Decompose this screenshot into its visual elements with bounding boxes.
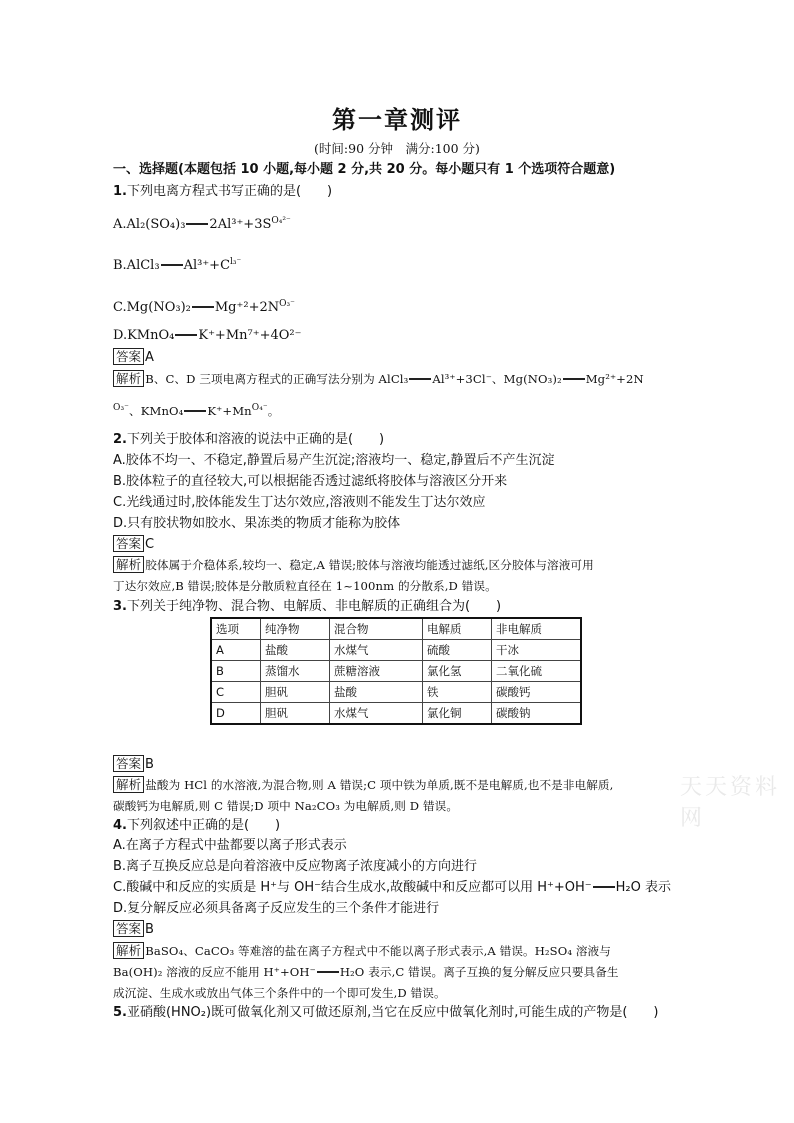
table-cell: 胆矾: [261, 703, 330, 725]
analysis-text: Ba(OH)₂ 溶液的反应不能用 H⁺+OH⁻: [113, 965, 316, 979]
question-stem: 下列叙述中正确的是( ): [126, 818, 281, 833]
option-1c: [113, 299, 295, 318]
question-stem: 下列电离方程式书写正确的是( ): [126, 184, 333, 199]
equals-bar: [192, 306, 214, 308]
equals-bar: [317, 971, 339, 973]
table-cell: 硫酸: [423, 640, 492, 661]
option-2c: C.光线通过时,胶体能发生丁达尔效应,溶液则不能发生丁达尔效应: [113, 495, 486, 510]
table-cell: 二氧化硫: [492, 661, 582, 682]
table-cell: 铁: [423, 682, 492, 703]
question-number: 3.: [113, 599, 127, 614]
equation-right: 2Al³⁺+3S: [209, 217, 272, 232]
table-cell: 氯化氢: [423, 661, 492, 682]
analysis-text: BaSO₄、CaCO₃ 等难溶的盐在离子方程式中不能以离子形式表示,A 错误。H₂SO₄ 溶液与: [145, 944, 611, 958]
table-cell: A: [211, 640, 261, 661]
option-1a: [113, 216, 291, 235]
equals-bar: [563, 378, 585, 380]
question-number: 5.: [113, 1005, 127, 1020]
answer-value: B: [145, 757, 154, 772]
section-heading: 一、选择题(本题包括 10 小题,每小题 2 分,共 20 分。每小题只有 1 个选项符合题意): [113, 162, 616, 177]
equation-left: C.Mg(NO₃)₂: [113, 300, 191, 315]
option-4c: [113, 879, 671, 897]
analysis-text: 、KMnO₄: [129, 404, 184, 418]
table-cell: 碳酸钙: [492, 682, 582, 703]
table-header-cell: 混合物: [330, 618, 423, 640]
table-cell: 蒸馏水: [261, 661, 330, 682]
ion-fragment: O₄²⁻: [271, 216, 291, 226]
analysis-text: Mg²⁺+2N: [585, 372, 644, 386]
analysis-text: 。: [267, 404, 280, 418]
page-subtitle: (时间:90 分钟 满分:100 分): [314, 141, 480, 156]
ion-fragment: O₃⁻: [279, 299, 295, 309]
table-cell: 盐酸: [261, 640, 330, 661]
table-cell: 蔗糖溶液: [330, 661, 423, 682]
option-text: C.酸碱中和反应的实质是 H⁺与 OH⁻结合生成水,故酸碱中和反应都可以用 H⁺+OH⁻: [113, 880, 592, 895]
answer-value: B: [145, 922, 154, 937]
option-1d: [113, 327, 301, 345]
table-header-cell: 纯净物: [261, 618, 330, 640]
answer-label: 答案: [113, 348, 144, 365]
analysis-text: Al³⁺+3Cl⁻、Mg(NO₃)₂: [432, 372, 562, 386]
question-stem: 亚硝酸(HNO₂)既可做氧化剂又可做还原剂,当它在反应中做氧化剂时,可能生成的产物是( ): [126, 1005, 659, 1020]
answer-3: [113, 755, 154, 774]
analysis-4-line-1: [113, 942, 611, 960]
answer-value: A: [145, 350, 154, 365]
table-row: [211, 682, 581, 703]
question-number: 4.: [113, 818, 127, 833]
answer-label: 答案: [113, 535, 144, 552]
table-cell: C: [211, 682, 261, 703]
option-1b: [113, 257, 241, 276]
equation-right: Al³⁺+C: [183, 258, 231, 273]
table-row: [211, 640, 581, 661]
question-1: [113, 183, 332, 201]
question-2: [113, 431, 384, 449]
table-cell: 水煤气: [330, 703, 423, 725]
answer-1: [113, 348, 154, 367]
analysis-4-line-3: 成沉淀、生成水或放出气体三个条件中的一个即可发生,D 错误。: [113, 986, 446, 1000]
analysis-text: B、C、D 三项电离方程式的正确写法分别为 AlCl₃: [145, 372, 409, 386]
ion-fragment: O₃⁻: [113, 403, 130, 413]
analysis-1-line-2: [113, 402, 280, 422]
analysis-label: 解析: [113, 776, 144, 793]
analysis-3-line-1: [113, 776, 613, 794]
equation-left: B.AlCl₃: [113, 258, 160, 273]
equation-right: K⁺+Mn⁷⁺+4O²⁻: [198, 328, 302, 343]
equals-bar: [161, 264, 183, 266]
question-3: [113, 598, 501, 616]
answer-label: 答案: [113, 920, 144, 937]
analysis-text: 胶体属于介稳体系,较均一、稳定,A 错误;胶体与溶液均能透过滤纸,区分胶体与溶液可用: [145, 558, 594, 572]
analysis-4-line-2: [113, 963, 619, 981]
option-2a: A.胶体不均一、不稳定,静置后易产生沉淀;溶液均一、稳定,静置后不产生沉淀: [113, 453, 555, 468]
analysis-1-line-1: [113, 370, 644, 388]
watermark: 天天资料网: [680, 775, 781, 831]
question-5: [113, 1004, 658, 1022]
question-number: 2.: [113, 432, 127, 447]
equation-left: A.Al₂(SO₄)₃: [113, 217, 186, 232]
analysis-label: 解析: [113, 942, 144, 959]
analysis-label: 解析: [113, 370, 144, 387]
answer-value: C: [145, 537, 155, 552]
equals-bar: [186, 223, 208, 225]
table-cell: B: [211, 661, 261, 682]
options-table: [210, 617, 582, 725]
option-4b: B.离子互换反应总是向着溶液中反应物离子浓度减小的方向进行: [113, 859, 478, 874]
question-number: 1.: [113, 184, 127, 199]
question-stem: 下列关于胶体和溶液的说法中正确的是( ): [126, 432, 385, 447]
option-text: H₂O 表示: [615, 880, 672, 895]
analysis-text: 盐酸为 HCl 的水溶液,为混合物,则 A 错误;C 项中铁为单质,既不是电解质,也不是非电解质,: [145, 778, 614, 792]
analysis-3-line-2: 碳酸钙为电解质,则 C 错误;D 项中 Na₂CO₃ 为电解质,则 D 错误。: [113, 799, 459, 813]
table-header-row: [211, 618, 581, 640]
option-4a: A.在离子方程式中盐都要以离子形式表示: [113, 838, 347, 853]
table-cell: 胆矾: [261, 682, 330, 703]
question-stem: 下列关于纯净物、混合物、电解质、非电解质的正确组合为( ): [126, 599, 502, 614]
table-header-cell: 选项: [211, 618, 261, 640]
equals-bar: [593, 886, 615, 888]
page-title: 第一章测评: [332, 105, 462, 134]
answer-4: [113, 920, 154, 939]
answer-2: [113, 535, 154, 554]
table-cell: 盐酸: [330, 682, 423, 703]
analysis-2-line-1: [113, 556, 594, 574]
table-header-cell: 电解质: [423, 618, 492, 640]
equation-left: D.KMnO₄: [113, 328, 175, 343]
answer-label: 答案: [113, 755, 144, 772]
ion-fragment: l₃⁻: [230, 257, 242, 267]
analysis-text: H₂O 表示,C 错误。离子互换的复分解反应只要具备生: [339, 965, 619, 979]
option-2b: B.胶体粒子的直径较大,可以根据能否透过滤纸将胶体与溶液区分开来: [113, 474, 508, 489]
equals-bar: [175, 334, 197, 336]
equals-bar: [184, 410, 206, 412]
equals-bar: [409, 378, 431, 380]
option-2d: D.只有胶状物如胶水、果冻类的物质才能称为胶体: [113, 516, 401, 531]
table-cell: 干冰: [492, 640, 582, 661]
analysis-2-line-2: 丁达尔效应,B 错误;胶体是分散质粒直径在 1~100nm 的分散系,D 错误。: [113, 579, 497, 593]
table-cell: 碳酸钠: [492, 703, 582, 725]
table-header-cell: 非电解质: [492, 618, 582, 640]
table-cell: 氯化铜: [423, 703, 492, 725]
analysis-label: 解析: [113, 556, 144, 573]
option-4d: D.复分解反应必须具备离子反应发生的三个条件才能进行: [113, 901, 440, 916]
analysis-text: K⁺+Mn: [207, 404, 252, 418]
table-cell: D: [211, 703, 261, 725]
table-row: [211, 703, 581, 725]
equation-right: Mg⁺²+2N: [214, 300, 280, 315]
table-row: [211, 661, 581, 682]
table-cell: 水煤气: [330, 640, 423, 661]
question-4: [113, 817, 280, 835]
ion-fragment: O₄⁻: [251, 403, 268, 413]
